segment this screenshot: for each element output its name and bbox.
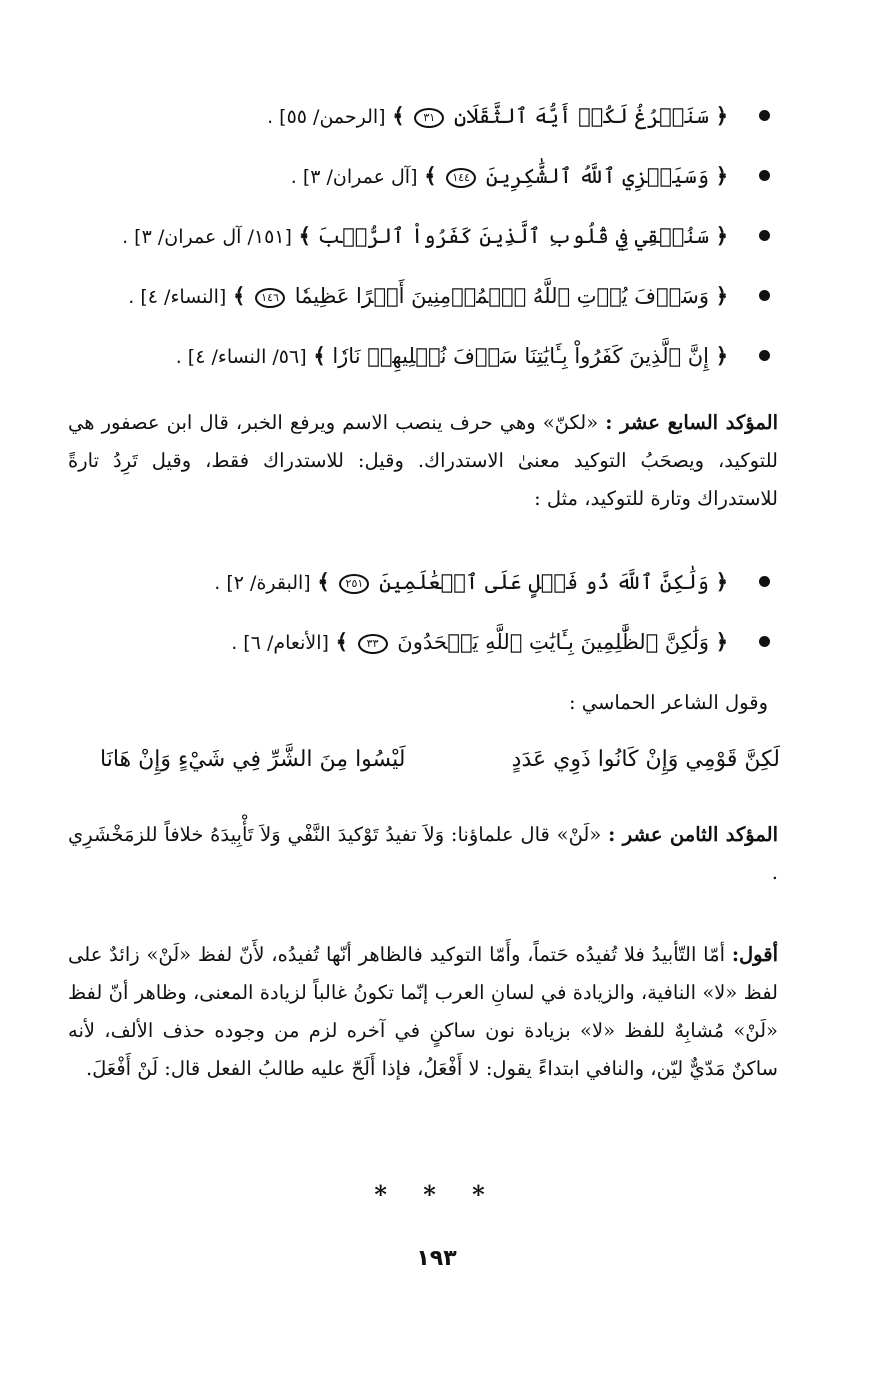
poem-intro: وقول الشاعر الحماسي : xyxy=(569,691,768,714)
verse-text: سَنَفۡرُغُ لَكُمۡ أَيُّهَ ٱلثَّقَلَانِ xyxy=(453,104,709,128)
ayah-number: ١٤٦ xyxy=(255,288,285,308)
verse-reference: [البقرة/ ٢] . xyxy=(214,572,311,594)
verse-reference: [الرحمن/ ٥٥] . xyxy=(267,106,386,128)
bullet-icon xyxy=(759,230,770,241)
verse-list-top xyxy=(100,88,770,388)
poem-verse xyxy=(100,740,780,780)
verse-item: ﴿ وَسَوۡفَ يُؤۡتِ ٱللَّهُ ٱلۡمُؤۡمِنِينَ أَجۡرًا عَظِيمٗا ١٤٦ ﴾ [النساء/ ٤] . xyxy=(100,268,770,328)
section-separator: * * * xyxy=(374,1180,499,1209)
verse-item: ﴿ سَنُلۡقِي فِي قُلُوبِ ٱلَّذِينَ كَفَرُواْ ٱلرُّعۡبَ ﴾ [١٥١/ آل عمران/ ٣] . xyxy=(100,208,770,268)
verse-list-mid xyxy=(100,554,770,674)
verse-item: ﴿ سَنَفۡرُغُ لَكُمۡ أَيُّهَ ٱلثَّقَلَانِ ٣١ ﴾ [الرحمن/ ٥٥] . xyxy=(100,88,770,148)
verse-reference: [٥٦/ النساء/ ٤] . xyxy=(175,346,307,368)
verse-item: ﴿ إِنَّ ٱلَّذِينَ كَفَرُواْ بِـَٔايَٰتِنَا سَوۡفَ نُصۡلِيهِمۡ نَارٗا ﴾ [٥٦/ النساء/ ٤] . xyxy=(100,328,770,388)
ayah-number: ٣٣ xyxy=(358,634,388,654)
verse-reference: [آل عمران/ ٣] . xyxy=(290,166,418,188)
ayah-number: ١٤٤ xyxy=(446,168,476,188)
ayah-number: ٣١ xyxy=(414,108,444,128)
verse-item: ﴿ وَلَٰكِنَّ ٱلظَّٰلِمِينَ بِـَٔايَٰتِ ٱللَّهِ يَجۡحَدُونَ ٣٣ ﴾ [الأنعام/ ٦] . xyxy=(100,614,770,674)
verse-text: وَسَيَجۡزِي ٱللَّهُ ٱلشَّٰكِرِينَ xyxy=(485,164,709,188)
paragraph-body: أمّا التّأبيدُ فلا تُفيدُه حَتماً، وأَمّا التوكيد فالظاهر أنّها تُفيدُه، لأَنّ لفظ «لَنْ» زائدٌ على لفظ «لا» النافية، والزيادة في لسانِ العرب إنّما تكونُ غالباً لزيادة المعنى، وظاهر أنّ لفظ «لَنْ» مُشابِهٌ للفظ «لا» بزيادة نون ساكنٍ في آخره لزم من وجوده حذف الألف، لأنه ساكنٌ مَدّيٌّ ليّن، والنافي ابتداءً يقول: لا أَفْعَلُ، فإذا أَلَحّ عليه طالبُ الفعل قال: لَنْ أَفْعَلَ. xyxy=(68,943,778,1080)
bullet-icon xyxy=(759,636,770,647)
verse-text: إِنَّ ٱلَّذِينَ كَفَرُواْ بِـَٔايَٰتِنَا سَوۡفَ نُصۡلِيهِمۡ نَارٗا xyxy=(332,344,709,368)
paragraph-body: «لَنْ» قال علماؤنا: وَلاَ تفيدُ تَوْكيدَ النَّفْي وَلاَ تَأْبِيدَهُ خلافاً للزمَخْشَرِي . xyxy=(68,823,778,884)
paragraph-emphasis-17 xyxy=(68,404,778,518)
bullet-icon xyxy=(759,170,770,181)
section-heading: أقول: xyxy=(731,943,778,966)
verse-text: وَلَٰكِنَّ ٱلظَّٰلِمِينَ بِـَٔايَٰتِ ٱللَّهِ يَجۡحَدُونَ xyxy=(397,630,709,654)
bullet-icon xyxy=(759,290,770,301)
bullet-icon xyxy=(759,350,770,361)
verse-text: سَنُلۡقِي فِي قُلُوبِ ٱلَّذِينَ كَفَرُواْ ٱلرُّعۡبَ xyxy=(317,224,709,248)
paragraph-body: «لكنّ» وهي حرف ينصب الاسم ويرفع الخبر، قال ابن عصفور هي للتوكيد، ويصحَبُ التوكيد معنىٰ الاستدراك. وقيل: للاستدراك فقط، وقيل تَرِدُ تارةً للاستدراك وتارة للتوكيد، مثل : xyxy=(68,411,778,510)
paragraph-emphasis-18 xyxy=(68,816,778,892)
poem-second-hemistich: لَيْسُوا مِنَ الشَّرِّ فِي شَيْءٍ وَإِنْ هَانَا xyxy=(100,747,406,772)
bullet-icon xyxy=(759,576,770,587)
verse-item: ﴿ وَلَٰكِنَّ ٱللَّهَ ذُو فَضۡلٍ عَلَى ٱلۡعَٰلَمِينَ ٢٥١ ﴾ [البقرة/ ٢] . xyxy=(100,554,770,614)
verse-reference: [١٥١/ آل عمران/ ٣] . xyxy=(122,226,292,248)
section-heading: المؤكد الثامن عشر : xyxy=(608,823,778,846)
verse-item: ﴿ وَسَيَجۡزِي ٱللَّهُ ٱلشَّٰكِرِينَ ١٤٤ ﴾ [آل عمران/ ٣] . xyxy=(100,148,770,208)
paragraph-aqul xyxy=(68,936,778,1088)
ayah-number: ٢٥١ xyxy=(339,574,369,594)
bullet-icon xyxy=(759,110,770,121)
verse-reference: [النساء/ ٤] . xyxy=(128,286,227,308)
verse-text: وَلَٰكِنَّ ٱللَّهَ ذُو فَضۡلٍ عَلَى ٱلۡعَٰلَمِينَ xyxy=(379,570,709,594)
page-number: ١٩٣ xyxy=(416,1246,457,1271)
section-heading: المؤكد السابع عشر : xyxy=(605,411,778,434)
verse-reference: [الأنعام/ ٦] . xyxy=(231,632,329,654)
poem-first-hemistich: لَكِنَّ قَوْمِي وَإِنْ كَانُوا ذَوِي عَدَدٍ xyxy=(511,747,780,772)
verse-text: وَسَوۡفَ يُؤۡتِ ٱللَّهُ ٱلۡمُؤۡمِنِينَ أَجۡرًا عَظِيمٗا xyxy=(294,284,709,308)
